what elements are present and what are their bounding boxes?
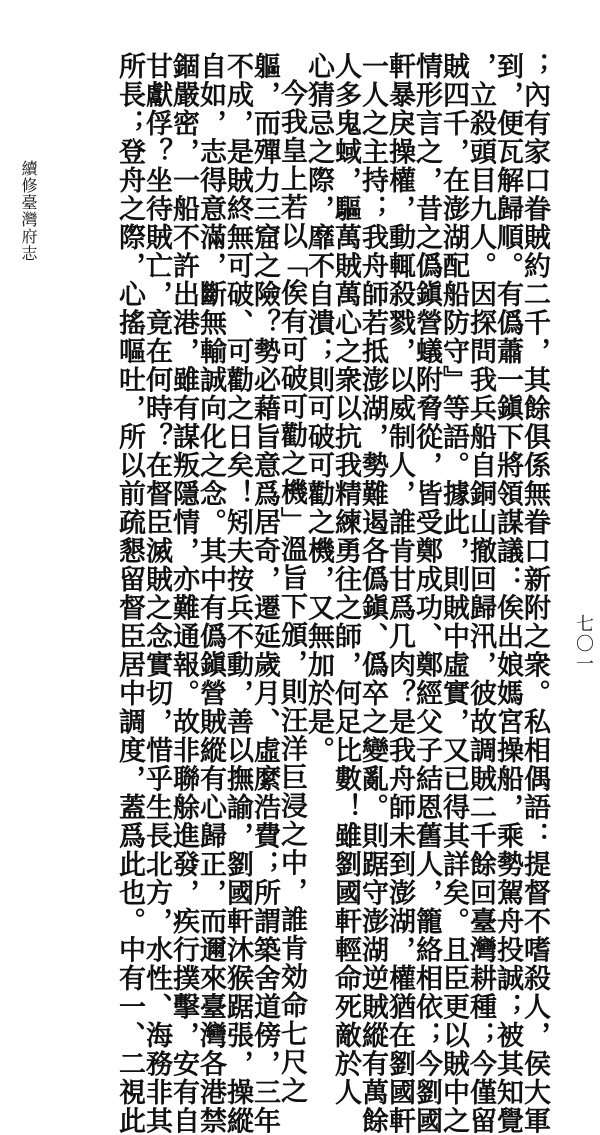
text-column: 自如，志得意滿，斷無輸誠向化之念。其中有僞鎭營賊縱有心歸正，而邇來臺灣各港禁: [195, 52, 226, 1135]
paragraph-start-column: 今我皇上若以「俟有可破可勸之機」溫旨下頒，則汪洋巨浸之中，誰肯効命七尺之: [276, 79, 307, 1105]
text-column: 不成，是賊終無可破、可勸之日矣！矧夫按兵不動，善以撫諭，劉國軒沐猴踞張，操縱: [222, 52, 253, 1135]
text-column: 賊四千，在澎湖配船防守』等語。據此，則賊中虛實，又已得其詳矣。且臣更以賊中之: [438, 52, 469, 1135]
text-column: 錮嚴密，一船不許出港，雖有謀叛隱情，亦難通報。故非聯艅進發，疾行撲擊，安有自: [168, 52, 199, 1135]
text-column: 軒暴戾操權，動輒殺戮，以威制人，誰肯甘爲几肉？是我舟師未到澎湖，權猶在劉國軒: [384, 52, 415, 1135]
text-column: 一人之主持；我舟師若抵澎湖，勢難遏各僞鎭、僞卒之變亂。則踞守澎湖逆賊縱有萬餘: [357, 52, 388, 1135]
running-head: 續修臺灣府志: [19, 160, 38, 262]
text-column: ，立殺頭目九人。因探問我兵船自銅山撤回歸汛，彼故調賊二千餘回臺灣耕種；今僅留: [465, 52, 496, 1135]
text-column: 情形言之，昔之僞鎭營蟻附脅從，皆受鄭成功、鄭經父子結恩舊人，籠絡相依；今劉國: [411, 52, 442, 1135]
text-column: ；內有家口眷賊約二千，其餘俱係無眷口新附之衆。私相偶語：提督不嗜殺人，侯大軍: [519, 52, 550, 1135]
text-column: 到，便瓦解歸順。有僞蕭一鎭下將領謀議：俟出娘媽宮操船，乘勢駕舟投誠；被其知覺: [492, 52, 523, 1135]
text-column: 所長；登舟之際，心搖嘔吐，所以前疏懇留督臣居中調度，蓋爲此也。中有一、二視此: [114, 52, 145, 1135]
text-column: 人多鬼蜮，驅萬賊萬心之衆以抗我精練勇往之師，何足比數！雖劉國軒輕命死敵於人: [330, 52, 361, 1107]
page-number: 七〇一: [573, 614, 594, 674]
text-column: 甘獻俘？坐待賊亡，竟在何時？在督臣滅賊之念實切，惜乎生長北方，水性、海務非其: [141, 52, 172, 1135]
text-column: 心猜忌之際，靡不自潰；則可破可勸之機，又無加於是。: [303, 52, 334, 765]
body-text: [114, 52, 550, 1135]
text-column: 軀，而殫力三窟之險？勢必藉旨意爲居奇，遷延歲月、虛縻浩費；所謂築舍道傍，三年: [249, 52, 280, 1135]
